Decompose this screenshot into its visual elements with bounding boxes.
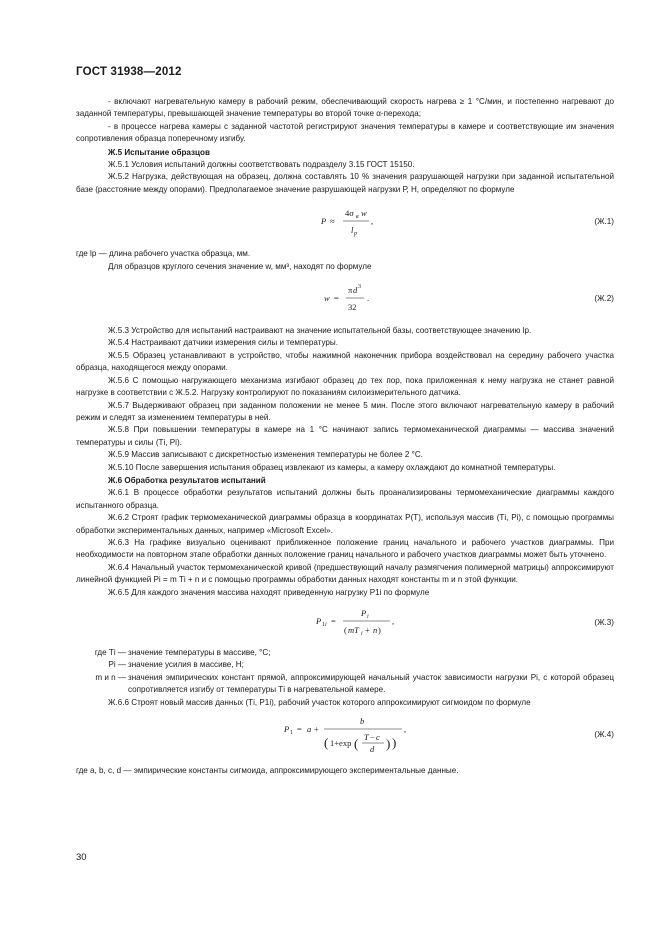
paragraph: - включают нагревательную камеру в рабочий режим, обеспечивающий скорость нагрева ≥ 1 °С/мин, и постепенно нагревают до заданной температуры, превышающей значение температуры во второй точке α-перехода; (76, 97, 614, 119)
svg-text:a: a (307, 724, 312, 735)
svg-text:i: i (325, 622, 327, 628)
formula-zh4-expression (284, 715, 414, 759)
svg-text:P: P (321, 216, 327, 227)
svg-text:w: w (361, 208, 367, 219)
paragraph: где lр — длина рабочего участка образца, мм. (76, 249, 251, 259)
paragraph: Ж.6.5 Для каждого значения массива находят приведенную нагрузку Р1i по формуле (108, 587, 430, 597)
svg-text:π: π (348, 285, 353, 296)
svg-text:.: . (367, 293, 370, 304)
svg-text:,: , (371, 216, 374, 227)
svg-text:l: l (351, 225, 354, 236)
svg-text:d: d (370, 744, 375, 755)
document-body (76, 96, 614, 777)
svg-text:(: ( (344, 625, 347, 635)
svg-text:n: n (373, 625, 378, 635)
svg-text:32: 32 (348, 302, 357, 313)
svg-text:i: i (361, 631, 363, 637)
formula-zh1-expression (321, 204, 401, 240)
svg-text:р: р (354, 231, 357, 238)
svg-text:): ) (392, 735, 397, 751)
paragraph: Ж.5.3 Устройство для испытаний настраивают на значение испытательной базы, соответствующее значению lр. (108, 326, 532, 336)
paragraph: Ж.5.10 После завершения испытания образец извлекают из камеры, а камеру охлаждают до комнатной температуры. (108, 462, 556, 472)
formula-zh3-expression (316, 607, 406, 639)
where-symbol: Рi — (108, 660, 126, 670)
svg-text:,: , (404, 724, 407, 735)
formula-zh3 (76, 607, 614, 641)
formula-zh2-expression (324, 281, 404, 317)
paragraph: Ж.5.9 Массив записывают с дискретностью изменения температуры не более 2 °С. (108, 450, 423, 460)
where-description: значение усилия в массиве, Н; (128, 660, 244, 670)
where-description: значения эмпирических констант прямой, аппроксимирующей начальный участок зависимости нагрузки Рi, с которой образец сопротивляется изгибу от температуры Тi в нагревательной камере. (128, 672, 614, 695)
section-heading: Ж.6 Обработка результатов испытаний (108, 475, 266, 485)
formula-zh2 (76, 279, 614, 319)
svg-text:1: 1 (290, 730, 293, 737)
svg-text:b: b (360, 716, 365, 727)
where-list (76, 647, 614, 697)
svg-text:1: 1 (322, 622, 325, 628)
svg-text:=: = (331, 616, 336, 626)
paragraph: Для образцов круглого сечения значение w, мм³, находят по формуле (108, 261, 372, 271)
svg-text:4σ: 4σ (345, 208, 354, 219)
paragraph: Ж.5.7 Выдерживают образец при заданном положении не менее 5 мин. После этого включают нагревательную камеру в рабочий режим и следят за изменением температуры в ней. (76, 400, 614, 422)
paragraph: где a, b, c, d — эмпирические константы сигмоида, аппроксимирующего экспериментальные данные. (76, 766, 459, 776)
svg-text:+: + (365, 625, 370, 635)
svg-text:P: P (361, 608, 367, 618)
where-symbol: где Тi — (94, 648, 126, 657)
paragraph: - в процессе нагрева камеры с заданной частотой регистрируют значения температуры в камере и соответствующие им значения сопротивления образца поперечному изгибу. (76, 121, 614, 144)
svg-text:mT: mT (348, 625, 359, 635)
paragraph: Ж.5.5 Образец устанавливают в устройство, чтобы нажимной наконечник прибора воздействовал на середину рабочего участка образца, находящегося между опорами. (76, 350, 614, 373)
svg-text:(: ( (324, 735, 329, 751)
svg-text:≈: ≈ (330, 216, 335, 227)
paragraph: Ж.6.3 На графике визуально оценивают приближенное положение границ начального и рабочего участков диаграммы. При необходимости на повторном этапе обработки данных положение границ начального и рабочего участков диаграммы может быть уточнено. (76, 537, 614, 560)
formula-number: (Ж.4) (594, 730, 614, 740)
svg-text:d: d (353, 285, 358, 296)
document-header: ГОСТ 31938—2012 (76, 66, 182, 78)
paragraph: Ж.6.6 Строят новый массив данных (Тi, Р1i), рабочий участок которого аппроксимируют сигмоидом по формуле (108, 697, 531, 707)
svg-text:): ) (378, 625, 381, 635)
page-number: 30 (76, 852, 87, 863)
where-description: значение температуры в массиве, °С; (128, 648, 271, 657)
svg-text:i: i (367, 614, 369, 620)
formula-zh1 (76, 202, 614, 242)
svg-text:=: = (297, 724, 302, 735)
svg-text:(: ( (354, 736, 359, 752)
paragraph: Ж.5.6 С помощью нагружающего механизма изгибают образец до тех пор, пока приложенная к нему нагрузка не станет равной нагрузке в соответствии с Ж.5.2. Нагрузку контролируют по показаниям силоизмерительного датчика. (76, 375, 614, 398)
where-symbol: m и n — (95, 672, 126, 682)
svg-text:P: P (316, 616, 322, 626)
svg-text:=: = (334, 293, 339, 304)
formula-number: (Ж.1) (594, 217, 614, 227)
svg-text:1+exp: 1+exp (330, 738, 352, 749)
svg-text:w: w (324, 293, 330, 304)
svg-text:3: 3 (358, 284, 361, 291)
svg-text:+: + (314, 724, 319, 735)
formula-number: (Ж.2) (594, 294, 614, 304)
paragraph: Ж.6.1 В процессе обработки результатов испытаний должны быть проанализированы термомеханические диаграммы каждого испытанного образца. (76, 488, 614, 510)
paragraph: Ж.5.4 Настраивают датчики измерения силы и температуры. (108, 338, 338, 348)
formula-zh4 (76, 715, 614, 759)
svg-text:P: P (284, 724, 290, 735)
svg-text:c: c (376, 732, 380, 743)
paragraph: Ж.6.2 Строят график термомеханической диаграммы образца в координатах Р(Т), используя массив (Тi, Рi), с помощью программы обработки экспериментальных данных, например «Microsoft Excel». (76, 513, 614, 535)
svg-text:в: в (356, 214, 359, 221)
paragraph: Ж.5.8 При повышении температуры в камере на 1 °С начинают запись термомеханической диаграммы — массива значений температуры и силы (Тi, Рi). (76, 425, 614, 447)
formula-number: (Ж.3) (594, 618, 614, 627)
svg-text:−: − (370, 732, 375, 743)
paragraph: Ж.5.1 Условия испытаний должны соответствовать подразделу 3.15 ГОСТ 15150. (108, 160, 415, 170)
paragraph: Ж.6.4 Начальный участок термомеханической кривой (предшествующий началу размягчения полимерной матрицы) аппроксимируют линейной функцией Рi = m Тi + n и с помощью программы обработки данных находят константы m и n этой функции. (76, 562, 614, 585)
svg-text:): ) (386, 736, 391, 752)
svg-text:T: T (364, 732, 369, 743)
paragraph: Ж.5.2 Нагрузка, действующая на образец, должна составлять 10 % значения разрушающей нагрузки при заданной испытательной базе (расстояние между опорами). Предполагаемое значение разрушающей нагрузки Р, Н, определяют по формуле (76, 172, 614, 194)
svg-text:,: , (392, 616, 395, 626)
section-heading: Ж.5 Испытание образцов (108, 147, 210, 157)
